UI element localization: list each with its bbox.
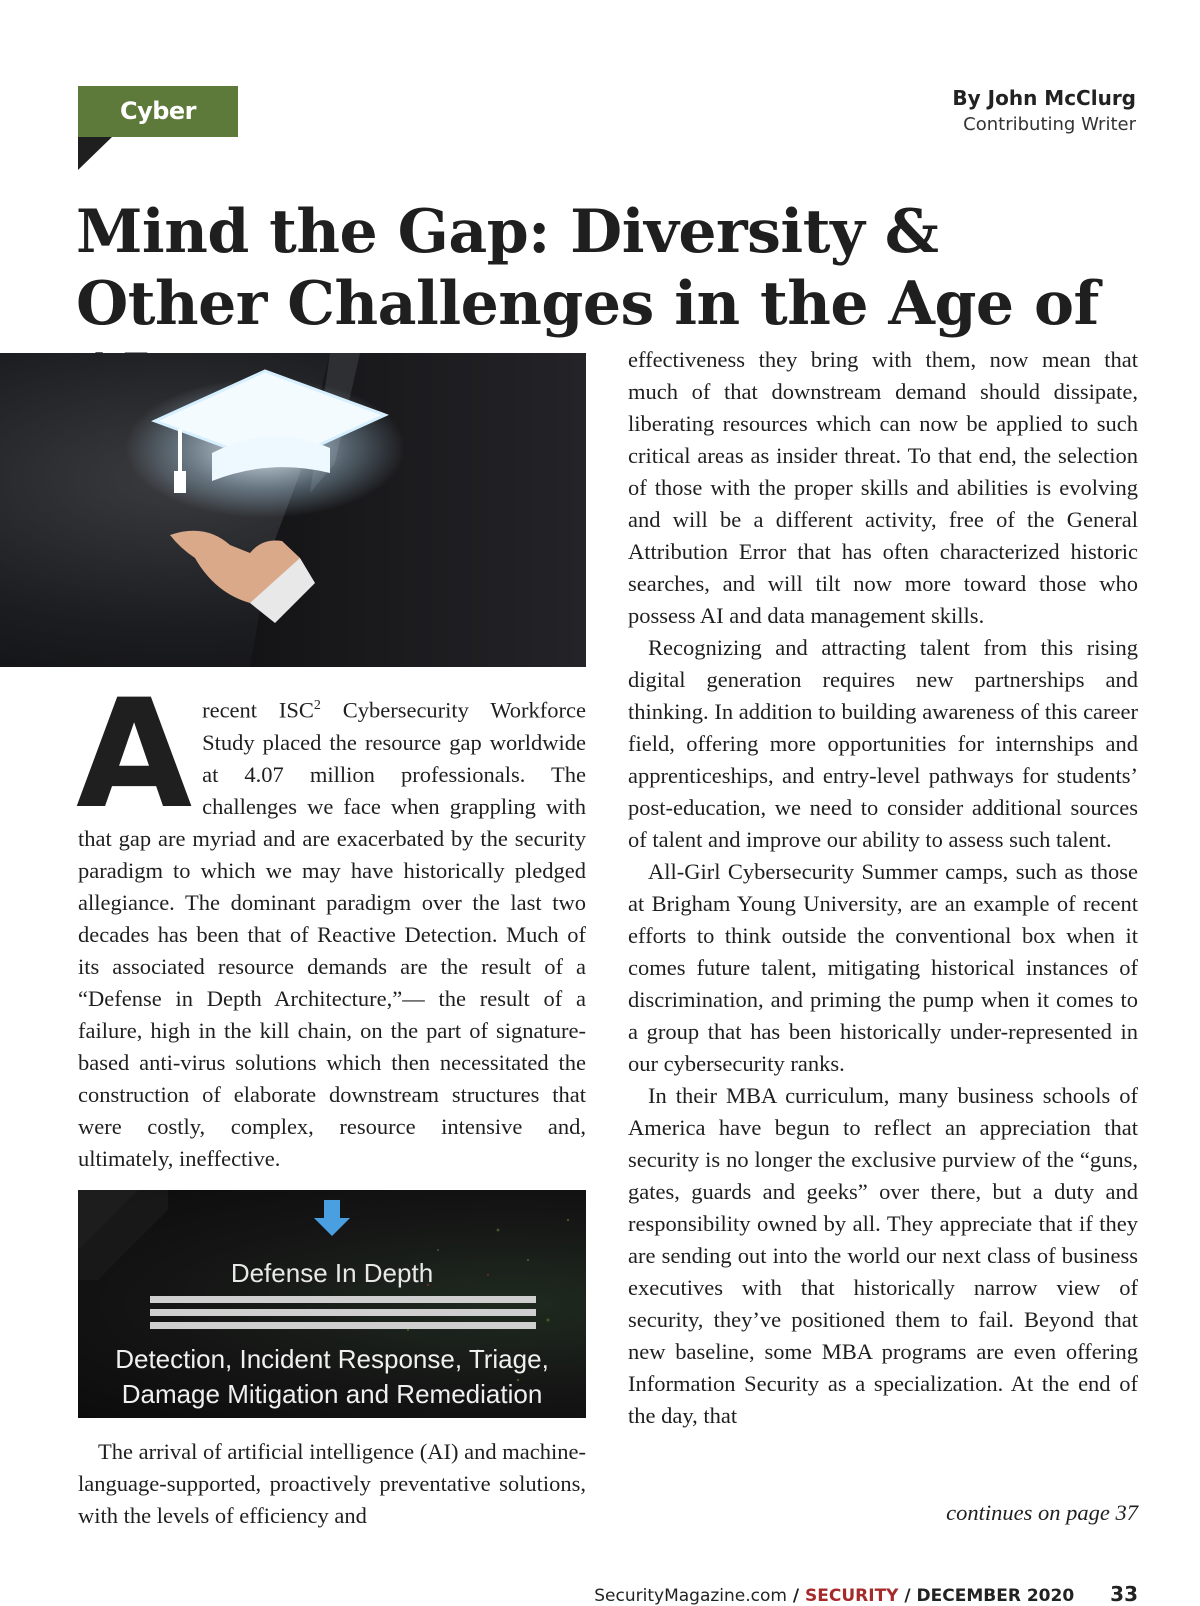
- ai-arrival-paragraph: The arrival of artificial intelligence (AI) and machine-language-supported, proactively preventative solutions, with the levels of efficiency and: [78, 1439, 586, 1528]
- footer-issue: DECEMBER 2020: [916, 1586, 1075, 1606]
- section-tag-pointer: [78, 137, 112, 170]
- footer-separator: /: [898, 1586, 917, 1606]
- author-role: Contributing Writer: [963, 114, 1136, 135]
- page-footer: [594, 1582, 1138, 1606]
- continues-on-page: continues on page 37: [946, 1500, 1138, 1525]
- diagram-title: Defense In Depth: [230, 1258, 434, 1288]
- footer-magazine: SECURITY: [805, 1586, 899, 1606]
- article-column-left-bottom: [78, 1436, 586, 1532]
- intro-paragraph: [76, 668, 586, 1175]
- diagram-body: [78, 1342, 586, 1412]
- byline: [952, 86, 1136, 135]
- layer-bar-3: [150, 1322, 536, 1329]
- diagram-body-line-2: Damage Mitigation and Remediation: [121, 1379, 543, 1409]
- intro-text-rest: Cybersecurity Workforce Study placed the resource gap worldwide at 4.07 million professionals. The challenges we face when grappling with that gap are myriad and are exacerbated by the security paradigm to which we may have historically pledged allegiance. The dominant paradigm over the last two decades has been that of Reactive Detection. Much of its associated resource demands are the result of a “Defense in Depth Architecture,”— the result of a failure, high in the kill chain, on the part of signature-based anti-virus solutions which then necessitated the construction of elaborate downstream structures that were costly, complex, resource intensive and, ultimately, ineffective.: [78, 697, 586, 1171]
- drop-cap: A: [76, 668, 193, 842]
- cap-tassel: [174, 471, 186, 493]
- layer-bar-2: [150, 1309, 536, 1316]
- right-paragraph-4: In their MBA curriculum, many business schools of America have begun to reflect an appreciation that security is no longer the exclusive purview of the “guns, gates, guards and geeks” over there, but a duty and responsibility owned by all. They appreciate that if they are sending out into the world our next class of business executives with that historically narrow view of security, they’ve positioned them to fail. Beyond that new baseline, some MBA programs are even offering Information Security as a specialization. At the end of the day, that: [628, 1083, 1138, 1428]
- down-arrow-icon: [314, 1200, 350, 1236]
- graduation-cap-hand-photo: [0, 353, 586, 667]
- right-paragraph-1: effectiveness they bring with them, now mean that much of that downstream demand should dissipate, liberating resources which can now be applied to such critical areas as insider threat. To that end, the selection of those with the proper skills and abilities is evolving and will be a different activity, free of the General Attribution Error that has often characterized historic searches, and will tilt now more toward those who possess AI and data management skills.: [628, 347, 1138, 628]
- right-paragraph-3: All-Girl Cybersecurity Summer camps, such as those at Brigham Young University, are an example of recent efforts to think outside the conventional box when it comes future talent, mitigating historical instances of discrimination, and priming the pump when it comes to a group that has been historically under-represented in our cybersecurity ranks.: [628, 859, 1138, 1076]
- right-paragraph-2: Recognizing and attracting talent from this rising digital generation requires new partnerships and thinking. In addition to building awareness of this career field, offering more opportunities for internships and apprenticeships, and entry-level pathways for students’ post-education, we need to consider additional sources of talent and improve our ability to assess such talent.: [628, 635, 1138, 852]
- defense-in-depth-diagram: [78, 1190, 586, 1418]
- article-column-right: [628, 344, 1138, 1432]
- footer-site: SecurityMagazine.com: [594, 1586, 787, 1606]
- page-number: 33: [1110, 1582, 1138, 1606]
- intro-superscript: 2: [313, 698, 321, 713]
- section-tag: Cyber Tactics: [78, 86, 238, 137]
- diagram-body-line-1: Detection, Incident Response, Triage,: [115, 1344, 549, 1374]
- layer-bar-1: [150, 1296, 536, 1303]
- intro-text-start: recent ISC: [202, 697, 314, 723]
- photo-illustration: [0, 353, 586, 667]
- article-headline: Mind the Gap: Diversity & Other Challenges in the Age of: [76, 197, 1099, 339]
- article-column-left: [76, 668, 586, 1175]
- author-name: By John McClurg: [952, 86, 1136, 110]
- footer-separator: /: [786, 1586, 806, 1606]
